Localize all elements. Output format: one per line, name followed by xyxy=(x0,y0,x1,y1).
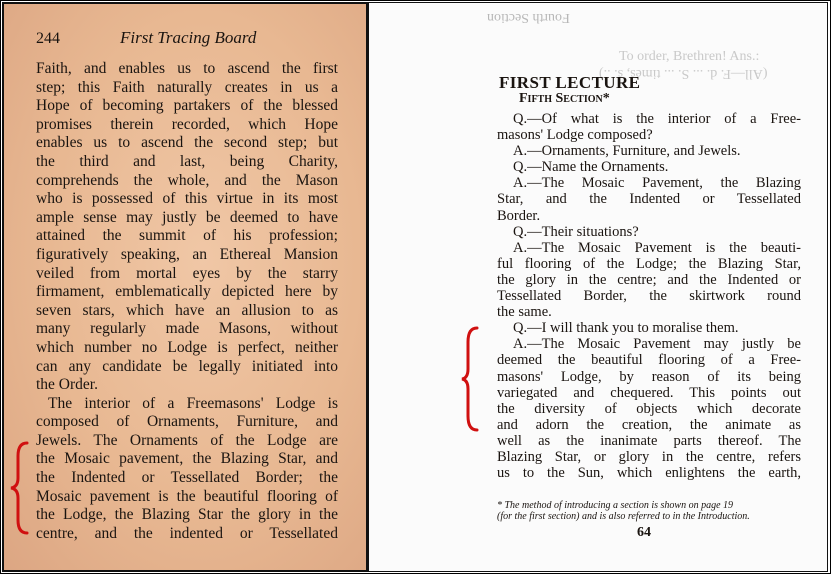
left-page-number: 244 xyxy=(36,30,60,47)
text-line: who is possessed of this virtue in its most xyxy=(36,190,338,208)
text-line: promises therein recorded, which Hope xyxy=(36,115,338,133)
text-line: variegated and chequered. This points out xyxy=(497,384,801,401)
text-line: enables us to ascend the second step; but xyxy=(36,134,338,152)
text-line: and adorn the creation, the animate as xyxy=(497,416,801,433)
text-line: A.—The Mosaic Pavement, the Blazing xyxy=(513,175,801,192)
text-line: Star, and the Indented or Tessellated xyxy=(497,191,801,208)
text-line: Mosaic pavement is the beautiful flooring of xyxy=(36,487,338,505)
text-line: Blazing Star, or glory in the centre, refers xyxy=(497,448,801,465)
text-line: the Lodge, the Blazing Star the glory in the xyxy=(36,506,338,524)
left-running-title: First Tracing Board xyxy=(120,28,257,47)
text-line: Border. xyxy=(497,207,541,224)
text-line: the diversity of objects which decorate xyxy=(497,400,801,417)
text-line: seven stars, which have an allusion to as xyxy=(36,301,338,319)
text-line: the Mosaic pavement, the Blazing Star, and xyxy=(36,450,338,468)
left-page-body xyxy=(36,60,338,543)
text-line: Q.—Of what is the interior of a Free- xyxy=(513,111,801,127)
text-line: Q.—Their situations? xyxy=(513,223,639,240)
show-through-running-head: Fourth Section xyxy=(487,10,570,25)
section-subheading: Fifth Section* xyxy=(519,91,610,106)
text-line: well as the inanimate parts thereof. The xyxy=(497,432,801,449)
text-line: many regularly made Masons, without xyxy=(36,320,338,338)
left-book-page xyxy=(2,2,368,572)
text-line: the same. xyxy=(497,304,552,321)
text-line: masons' Lodge composed? xyxy=(497,127,653,144)
right-page-number: 64 xyxy=(637,525,651,540)
text-line: the glory in the centre; and the Indented or xyxy=(497,271,801,288)
text-line: Faith, and enables us to ascend the first xyxy=(36,60,338,77)
show-through-bleed-line: (All—F. d. ... S. ... times, s. ..) xyxy=(599,66,768,81)
text-line: centre, and the indented or Tessellated xyxy=(36,524,338,542)
text-line: A.—The Mosaic Pavement may justly be xyxy=(513,336,801,353)
footnote xyxy=(497,500,803,522)
text-line: veiled from mortal eyes by the starry xyxy=(36,264,338,282)
footnote-line: (for the first section) and is also referred to in the Introduction. xyxy=(497,511,750,522)
text-line: comprehends the whole, and the Mason xyxy=(36,171,338,189)
right-red-brace-annotation xyxy=(459,325,481,433)
text-line: deemed the beautiful flooring of a Free- xyxy=(497,352,801,369)
text-line: Hope of becoming partakers of the blessed xyxy=(36,97,338,115)
lecture-heading: FIRST LECTURE xyxy=(499,73,641,92)
text-line: ful flooring of the Lodge; the Blazing Star, xyxy=(497,255,801,272)
text-line: attained the summit of his profession; xyxy=(36,227,338,245)
text-line: which number no Lodge is perfect, neither xyxy=(36,338,338,356)
text-line: us to the Sun, which enlightens the earth, xyxy=(497,465,801,482)
text-line: the Order. xyxy=(36,376,98,394)
text-line: A.—Ornaments, Furniture, and Jewels. xyxy=(513,143,741,160)
right-page-body xyxy=(497,111,801,481)
footnote-line: * The method of introducing a section is shown on page 19 xyxy=(497,500,734,511)
text-line: the third and last, being Charity, xyxy=(36,152,338,170)
text-line: can any candidate be legally initiated into xyxy=(36,357,338,375)
text-line: masons' Lodge, by reason of its being xyxy=(497,368,801,385)
text-line: Tessellated Border, the skirtwork round xyxy=(497,288,801,305)
text-line: Jewels. The Ornaments of the Lodge are xyxy=(36,431,338,449)
show-through-bleed-line: To order, Brethren! Ans.: xyxy=(619,49,760,64)
text-line: composed of Ornaments, Furniture, and xyxy=(36,413,338,431)
text-line: step; this Faith naturally creates in us a xyxy=(36,78,338,96)
text-line: The interior of a Freemasons' Lodge is xyxy=(48,394,338,412)
text-line: the Indented or Tessellated Border; the xyxy=(36,469,338,487)
text-line: Q.—Name the Ornaments. xyxy=(513,159,669,176)
text-line: figuratively speaking, an Ethereal Mansion xyxy=(36,245,338,263)
text-line: A.—The Mosaic Pavement is the beauti- xyxy=(513,239,801,256)
left-red-brace-annotation xyxy=(8,440,30,536)
text-line: ample sense may justly be deemed to have xyxy=(36,208,338,226)
right-book-page xyxy=(368,2,828,572)
text-line: firmament, emblematically depicted here by xyxy=(36,283,338,301)
text-line: Q.—I will thank you to moralise them. xyxy=(513,320,739,337)
left-page-header xyxy=(36,28,352,48)
